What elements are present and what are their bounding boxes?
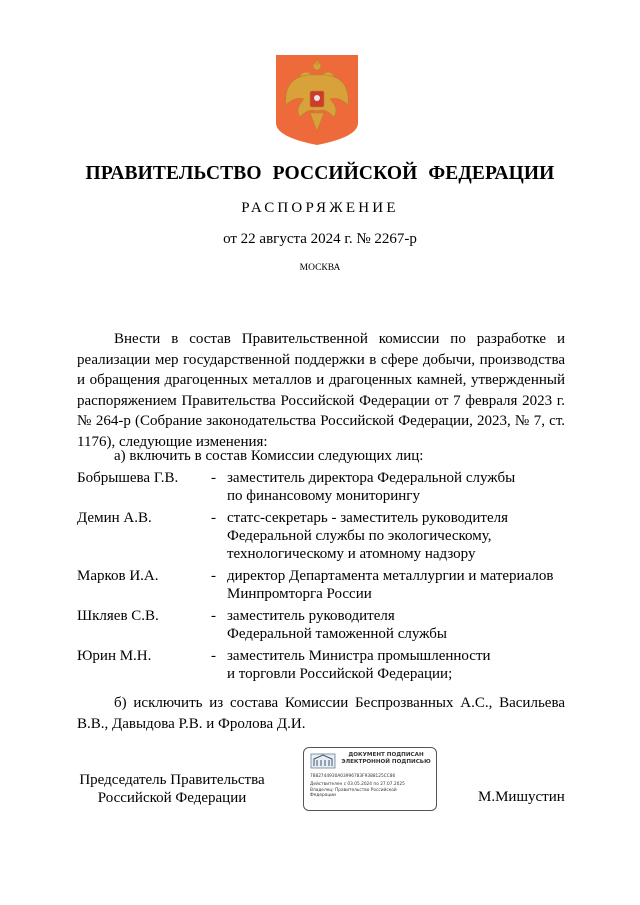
city: МОСКВА (299, 263, 341, 273)
item-a: а) включить в состав Комиссии следующих лиц: (114, 448, 424, 464)
emblem-icon (310, 753, 336, 769)
member-row (77, 469, 567, 505)
member-role (227, 647, 567, 683)
signatory-position (77, 771, 267, 807)
stamp-heading (338, 752, 434, 766)
member-dash: - (211, 510, 216, 526)
member-role-line: по финансовому мониторингу (227, 488, 420, 504)
member-row (77, 567, 567, 603)
member-role-line: директор Департамента металлургии и материалов (227, 568, 554, 584)
member-role-line: технологическому и атомному надзору (227, 546, 476, 562)
intro-text: Внести в состав Правительственной комиссии по разработке и реализации мер государственной поддержки в сфере добычи, производства и обращения драгоценных металлов и драгоценных камней, утвержденный распоряжением Правительства Российской Федерации от 7 февраля 2023 г. № 264-р (Собрание законодательства Российской Федерации, 2023, № 7, ст. 1176), следующие изменения: (77, 331, 565, 450)
government-title: ПРАВИТЕЛЬСТВО РОССИЙСКОЙ ФЕДЕРАЦИИ (85, 163, 555, 184)
member-role-line: и торговли Российской Федерации; (227, 666, 453, 682)
member-role (227, 607, 567, 643)
member-name: Юрин М.Н. (77, 648, 152, 664)
member-role (227, 509, 567, 563)
member-row (77, 607, 567, 643)
member-role-line: статс-секретарь - заместитель руководителя (227, 510, 509, 526)
document-date-number: от 22 августа 2024 г. № 2267-р (223, 231, 417, 247)
position-line: Председатель Правительства (79, 772, 265, 788)
member-row (77, 647, 567, 683)
stamp-validity: Действителен с 03.05.2024 по 27.07.2025 (310, 782, 405, 787)
member-role-line: заместитель руководителя (227, 608, 395, 624)
member-name: Демин А.В. (77, 510, 152, 526)
position-line: Российской Федерации (97, 790, 247, 806)
stamp-owner-line: Федерации (310, 793, 336, 798)
electronic-signature-stamp (303, 747, 437, 811)
member-role-line: Федеральной службы по экологическому, (227, 528, 492, 544)
signer-name: М.Мишустин (478, 789, 565, 805)
stamp-heading-line: ЭЛЕКТРОННОЙ ПОДПИСЬЮ (341, 759, 431, 765)
member-dash: - (211, 608, 216, 624)
member-dash: - (211, 648, 216, 664)
document-type: РАСПОРЯЖЕНИЕ (241, 200, 399, 216)
item-b-paragraph (77, 693, 565, 734)
member-dash: - (211, 568, 216, 584)
intro-paragraph (77, 329, 565, 452)
member-name: Марков И.А. (77, 568, 159, 584)
stamp-owner-line: Владелец: Правительство Российской (310, 788, 397, 793)
coat-of-arms-emblem (276, 55, 358, 145)
member-name: Бобрышева Г.В. (77, 470, 179, 486)
stamp-heading-line: ДОКУМЕНТ ПОДПИСАН (348, 752, 424, 758)
member-role-line: Федеральной таможенной службы (227, 626, 448, 642)
member-dash: - (211, 470, 216, 486)
member-role (227, 469, 567, 505)
stamp-certificate: 7882744930A03996783F9388125CC86 (310, 774, 396, 779)
member-row (77, 509, 567, 563)
member-name: Шкляев С.В. (77, 608, 159, 624)
member-role (227, 567, 567, 603)
member-role-line: заместитель директора Федеральной службы (227, 470, 516, 486)
member-role-line: заместитель Министра промышленности (227, 648, 491, 664)
member-role-line: Минпромторга России (227, 586, 372, 602)
members-list (77, 469, 567, 683)
item-b-text: б) исключить из состава Комиссии Беспрозванных А.С., Васильева В.В., Давыдова Р.В. и Фролова Д.И. (77, 695, 565, 732)
